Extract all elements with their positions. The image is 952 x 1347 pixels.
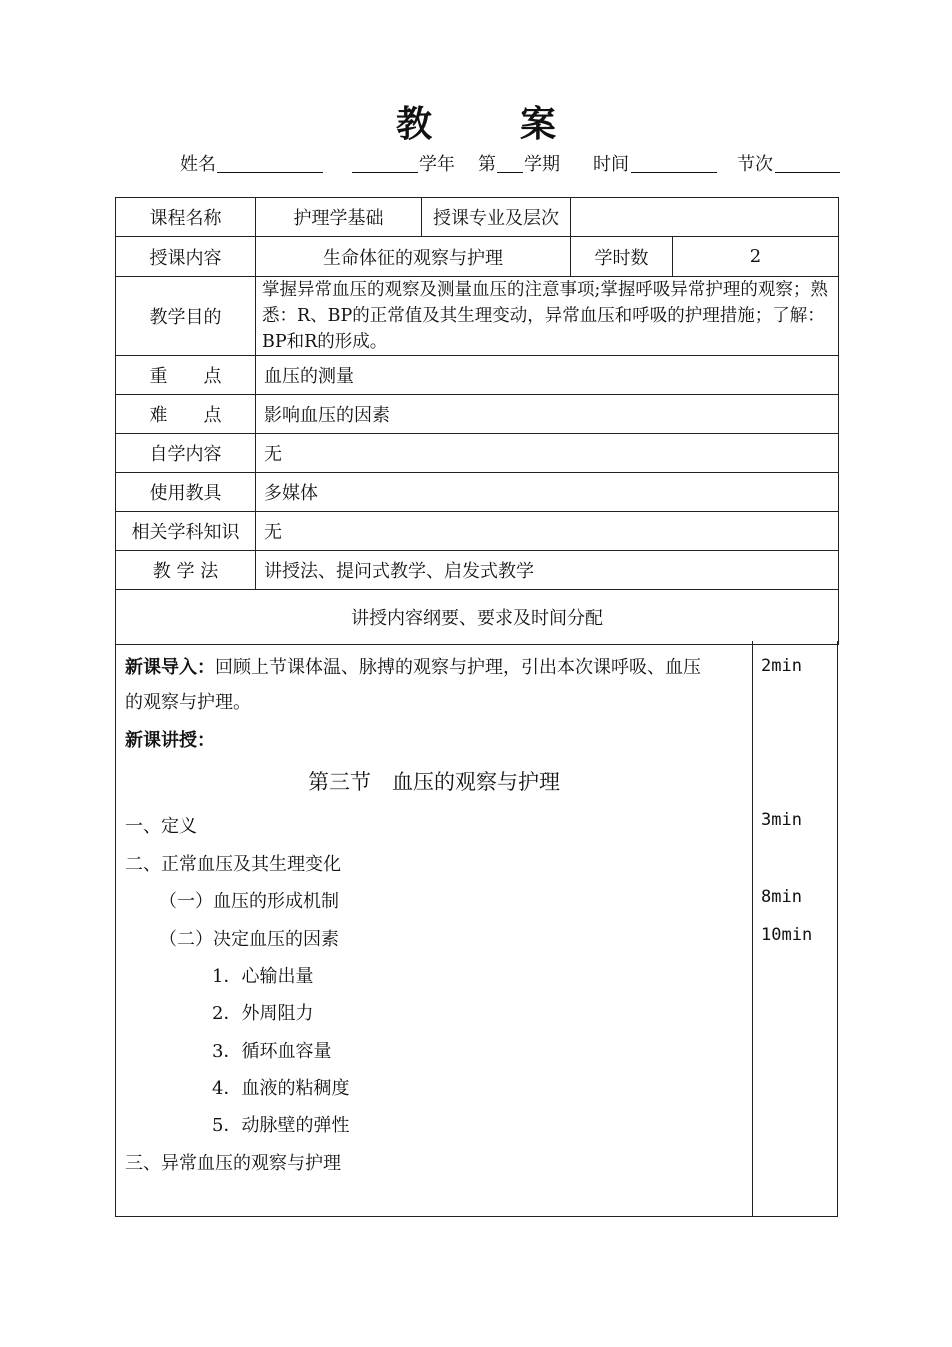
outline-item-3: 三、异常血压的观察与护理 bbox=[125, 1153, 341, 1174]
time-label: 时间 bbox=[593, 154, 629, 175]
year-label: 学年 bbox=[419, 154, 455, 175]
intro-line bbox=[125, 653, 701, 679]
factor-3: 3．循环血容量 bbox=[212, 1041, 332, 1062]
table-row bbox=[116, 277, 839, 356]
page-title bbox=[0, 96, 952, 147]
name-label: 姓名 bbox=[180, 154, 216, 175]
table-row bbox=[116, 356, 839, 395]
factor-4: 4．血液的粘稠度 bbox=[212, 1078, 350, 1099]
factor-5: 5．动脉壁的弹性 bbox=[212, 1115, 350, 1136]
outline-item-1: 一、定义 bbox=[125, 816, 197, 837]
intro-label: 新课导入： bbox=[125, 657, 215, 678]
factor-2: 2．外周阻力 bbox=[212, 1003, 314, 1024]
time-column-divider bbox=[752, 641, 753, 1216]
tools-label: 使用教具 bbox=[116, 473, 256, 512]
self-study-label: 自学内容 bbox=[116, 434, 256, 473]
outline-item-2-2: （二）决定血压的因素 bbox=[159, 929, 339, 950]
major-label: 授课专业及层次 bbox=[422, 198, 571, 237]
table-row bbox=[116, 434, 839, 473]
course-label: 课程名称 bbox=[116, 198, 256, 237]
section-title: 第三节 血压的观察与护理 bbox=[308, 770, 560, 794]
title-char-1: 教 bbox=[395, 103, 432, 145]
time-factors: 10min bbox=[761, 925, 813, 945]
lecture-body bbox=[115, 641, 838, 1217]
header-fields bbox=[0, 150, 952, 178]
title-char-2: 案 bbox=[520, 103, 557, 145]
major-value bbox=[571, 198, 839, 237]
content-label: 授课内容 bbox=[116, 237, 256, 277]
time-intro: 2min bbox=[761, 656, 802, 676]
outline-item-2: 二、正常血压及其生理变化 bbox=[125, 854, 341, 875]
table-row bbox=[116, 198, 839, 237]
method-label: 教 学 法 bbox=[116, 551, 256, 590]
self-study-value: 无 bbox=[256, 434, 839, 473]
term-blank[interactable] bbox=[497, 172, 523, 173]
name-blank[interactable] bbox=[217, 172, 323, 173]
period-label: 节次 bbox=[737, 154, 773, 175]
term-suffix: 学期 bbox=[524, 154, 560, 175]
key-label: 重 点 bbox=[116, 356, 256, 395]
year-blank[interactable] bbox=[352, 172, 418, 173]
period-blank[interactable] bbox=[775, 172, 840, 173]
table-row bbox=[116, 473, 839, 512]
hours-value: 2 bbox=[673, 237, 839, 277]
key-value: 血压的测量 bbox=[256, 356, 839, 395]
goal-value: 掌握异常血压的观察及测量血压的注意事项;掌握呼吸异常护理的观察；熟悉：R、BP的正常值及其生理变动，异常血压和呼吸的护理措施；了解：BP和R的形成。 bbox=[256, 277, 839, 356]
time-blank[interactable] bbox=[631, 172, 717, 173]
outline-item-2-1: （一）血压的形成机制 bbox=[159, 891, 339, 912]
intro-text-1: 回顾上节课体温、脉搏的观察与护理，引出本次课呼吸、血压 bbox=[215, 657, 701, 678]
lesson-info-table bbox=[115, 197, 839, 645]
time-definition: 3min bbox=[761, 810, 802, 830]
goal-label: 教学目的 bbox=[116, 277, 256, 356]
content-value: 生命体征的观察与护理 bbox=[256, 237, 571, 277]
difficulty-label: 难 点 bbox=[116, 395, 256, 434]
hours-label: 学时数 bbox=[571, 237, 673, 277]
table-row bbox=[116, 395, 839, 434]
term-prefix: 第 bbox=[478, 154, 496, 175]
difficulty-value: 影响血压的因素 bbox=[256, 395, 839, 434]
method-value: 讲授法、提问式教学、启发式教学 bbox=[256, 551, 839, 590]
related-label: 相关学科知识 bbox=[116, 512, 256, 551]
table-row bbox=[116, 237, 839, 277]
table-row bbox=[116, 512, 839, 551]
course-value: 护理学基础 bbox=[256, 198, 422, 237]
table-row bbox=[116, 590, 839, 645]
lecture-label: 新课讲授： bbox=[125, 730, 215, 751]
related-value: 无 bbox=[256, 512, 839, 551]
outline-heading: 讲授内容纲要、要求及时间分配 bbox=[116, 590, 839, 645]
table-row bbox=[116, 551, 839, 590]
factor-1: 1．心输出量 bbox=[212, 966, 314, 987]
tools-value: 多媒体 bbox=[256, 473, 839, 512]
time-mechanism: 8min bbox=[761, 887, 802, 907]
intro-text-2: 的观察与护理。 bbox=[125, 692, 251, 713]
